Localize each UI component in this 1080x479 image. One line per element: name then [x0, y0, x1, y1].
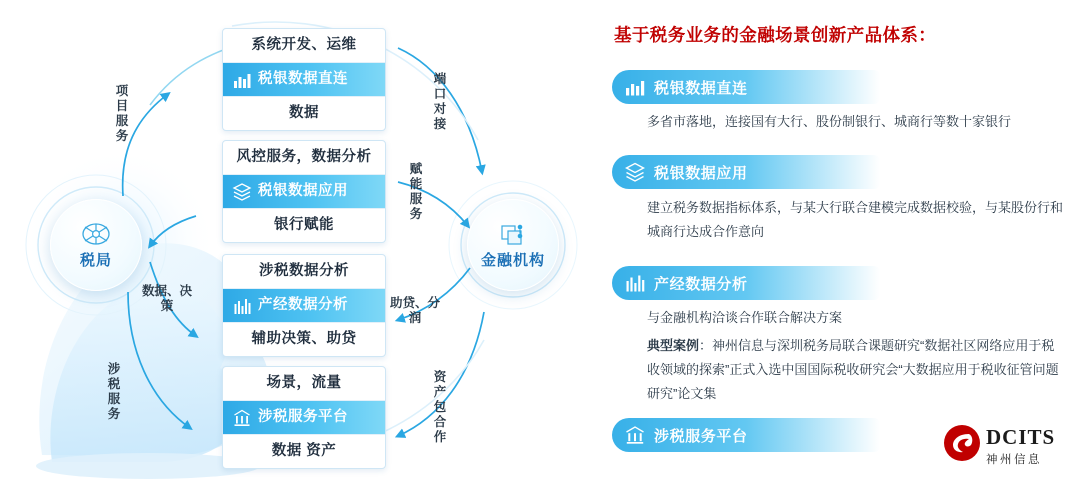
- bank-building-icon: [624, 424, 646, 446]
- financial-institution-icon: [498, 221, 528, 247]
- card-4-middle[interactable]: [223, 401, 385, 434]
- logo-name-cn: 神州信息: [986, 454, 1042, 466]
- company-logo: [942, 423, 1066, 465]
- hub-tax-bureau[interactable]: [50, 199, 142, 291]
- product-item-4[interactable]: [612, 418, 880, 452]
- edge-label-port-docking: 端口对接: [433, 72, 447, 131]
- histogram-icon: [232, 296, 252, 316]
- product-item-2[interactable]: [612, 155, 880, 189]
- bank-building-icon: [232, 408, 252, 428]
- edge-label-project-service: 项目服务: [115, 84, 129, 143]
- product-system-panel: [600, 0, 1080, 479]
- card-4-middle-label: 涉税服务平台: [258, 409, 348, 425]
- card-3-top: 涉税数据分析: [259, 263, 349, 279]
- product-item-2-label: 税银数据应用: [654, 164, 748, 182]
- edge-label-tax-related-service: 涉税服务: [107, 362, 121, 421]
- diagram-card-2[interactable]: [222, 140, 386, 243]
- card-1-middle[interactable]: [223, 63, 385, 96]
- hub-tax-bureau-label: 税局: [79, 251, 112, 269]
- product-item-3-desc: 与金融机构洽谈合作联合解决方案: [647, 310, 843, 325]
- product-item-4-label: 涉税服务平台: [654, 427, 748, 445]
- diagram-card-4[interactable]: [222, 366, 386, 469]
- product-item-1[interactable]: [612, 70, 880, 104]
- card-3-bottom: 辅助决策、助贷: [251, 331, 357, 347]
- hub-financial-institution-label: 金融机构: [480, 251, 545, 269]
- edge-label-data-decision: 数据、决策: [141, 284, 192, 313]
- card-2-middle-label: 税银数据应用: [258, 183, 348, 199]
- edge-label-empowerment-service: 赋能服务: [409, 162, 423, 221]
- card-1-bottom: 数据: [289, 105, 319, 121]
- tax-bureau-icon: [81, 221, 111, 247]
- dcits-logo-icon: [942, 423, 982, 463]
- card-4-top: 场景，流量: [266, 375, 342, 391]
- histogram-icon: [624, 272, 646, 294]
- product-item-3-case-text: ：神州信息与深圳税务局联合课题研究“数据社区网络应用于税收领域的探索”正式入选中国国际税收研究会“大数据应用于税收征管问题研究”论文集: [647, 338, 1059, 401]
- card-1-top: 系统开发、运维: [251, 37, 357, 53]
- product-item-3-case: [647, 334, 1067, 406]
- layers-icon: [624, 161, 646, 183]
- product-item-1-label: 税银数据直连: [654, 79, 748, 97]
- card-3-middle-label: 产经数据分析: [258, 297, 348, 313]
- product-item-3-case-label: 典型案例: [647, 338, 700, 353]
- edge-label-loan-profit: 助贷、分润: [389, 296, 440, 325]
- card-3-middle[interactable]: [223, 289, 385, 322]
- card-2-middle[interactable]: [223, 175, 385, 208]
- edge-label-asset-package: 资产包合作: [433, 370, 447, 444]
- product-item-1-desc: 多省市落地，连接国有大行、股份制银行、城商行等数十家银行: [647, 114, 1012, 129]
- product-item-3-label: 产经数据分析: [654, 275, 748, 293]
- diagram-card-1[interactable]: [222, 28, 386, 131]
- hub-financial-institution[interactable]: [467, 199, 559, 291]
- panel-title: 基于税务业务的金融场景创新产品体系：: [614, 25, 937, 45]
- card-2-bottom: 银行赋能: [274, 217, 334, 233]
- product-item-3[interactable]: [612, 266, 880, 300]
- card-4-bottom: 数据 资产: [271, 443, 337, 459]
- logo-name-en: DCITS: [986, 425, 1056, 449]
- bar-chart-icon: [624, 76, 646, 98]
- product-item-2-desc: 建立税务数据指标体系，与某大行联合建模完成数据校验，与某股份行和城商行达成合作意向: [647, 200, 1064, 239]
- card-1-middle-label: 税银数据直连: [258, 71, 348, 87]
- card-2-top: 风控服务，数据分析: [236, 149, 372, 165]
- layers-icon: [232, 182, 252, 202]
- diagram-card-3[interactable]: [222, 254, 386, 357]
- bar-chart-icon: [232, 70, 252, 90]
- logo-text: [986, 425, 1055, 467]
